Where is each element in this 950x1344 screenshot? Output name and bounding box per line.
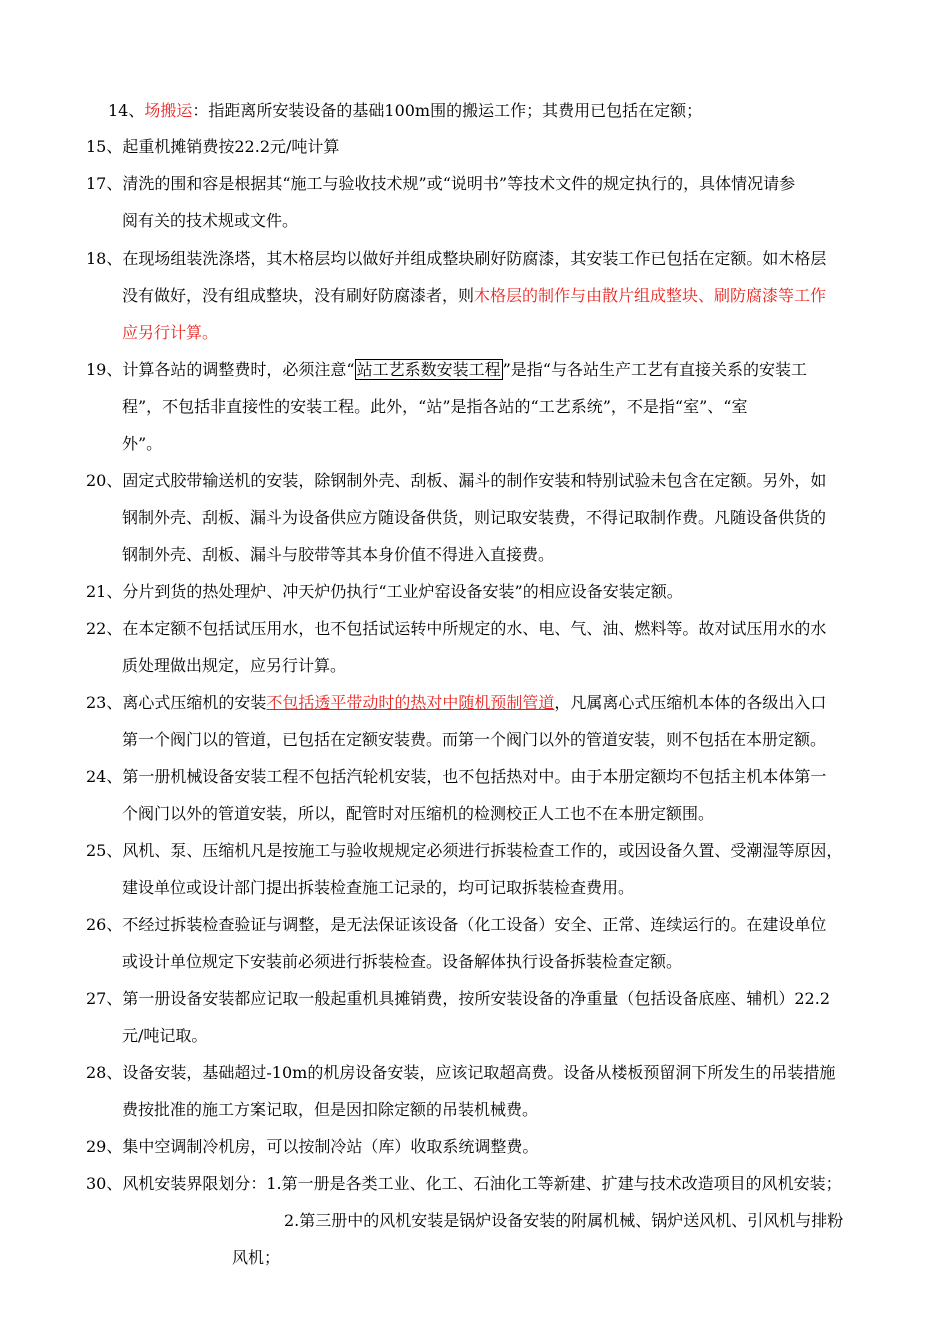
item-26	[86, 906, 826, 944]
item-text: 外”。	[122, 434, 163, 453]
item-text: ，凡属离心式压缩机本体的各级出入口	[554, 693, 827, 712]
item-text: 程”，不包括非直接性的安装工程。此外，“站”是指各站的“工艺系统”，不是指“室”、“室	[122, 397, 748, 416]
item-text: 个阀门以外的管道安装，所以，配管时对压缩机的检测校正人工也不在本册定额围。	[122, 804, 715, 823]
item-number: 21、	[86, 582, 123, 601]
item-30	[86, 1165, 842, 1203]
item-text: 在本定额不包括试压用水，也不包括试运转中所规定的水、电、气、油、燃料等。故对试压用水的水	[122, 619, 827, 638]
item-26-cont	[122, 943, 682, 981]
item-14	[108, 92, 702, 130]
item-17	[86, 165, 795, 203]
item-23-cont	[122, 721, 826, 759]
item-19-cont	[122, 388, 747, 426]
item-text: 没有做好，没有组成整块，没有刷好防腐漆者，则	[122, 286, 475, 305]
item-22	[86, 610, 826, 648]
item-text: 风机、泵、压缩机凡是按施工与验收规规定必须进行拆装检查工作的，或因设备久置、受潮湿等原因，	[122, 841, 843, 860]
item-22-cont	[122, 647, 346, 685]
item-number: 26、	[86, 915, 123, 934]
item-30-cont2	[232, 1239, 280, 1277]
item-19	[86, 351, 807, 389]
item-text: 在现场组装洗涤塔，其木格层均以做好并组成整块刷好防腐漆，其安装工作已包括在定额。如木格层	[122, 249, 827, 268]
item-15	[86, 128, 339, 166]
item-23	[86, 684, 826, 722]
item-number: 14、	[108, 101, 145, 120]
item-20-cont	[122, 499, 826, 537]
highlight-text: 应另行计算。	[122, 323, 219, 342]
item-number: 19、	[86, 360, 123, 379]
item-number: 28、	[86, 1063, 123, 1082]
item-30-cont	[284, 1202, 843, 1240]
item-text: 建设单位或设计部门提出拆装检查施工记录的，均可记取拆装检查费用。	[122, 878, 635, 897]
item-24-cont	[122, 795, 714, 833]
item-number: 25、	[86, 841, 123, 860]
item-text: 或设计单位规定下安装前必须进行拆装检查。设备解体执行设备拆装检查定额。	[122, 952, 683, 971]
item-28-cont	[122, 1091, 538, 1129]
item-18-cont2	[122, 314, 218, 352]
item-number: 18、	[86, 249, 123, 268]
boxed-term: 站工艺系数安装工程	[356, 360, 501, 379]
item-17-cont	[122, 202, 298, 240]
item-text: 钢制外壳、刮板、漏斗为设备供应方随设备供货，则记取安装费，不得记取制作费。凡随设备供货的	[122, 508, 827, 527]
item-text: 风机安装界限划分：1.第一册是各类工业、化工、石油化工等新建、扩建与技术改造项目的风机安装；	[122, 1174, 842, 1193]
item-text: 第一册设备安装都应记取一般起重机具摊销费，按所安装设备的净重量（包括设备底座、辅机）22.2	[122, 989, 831, 1008]
item-27-cont	[122, 1017, 207, 1055]
item-text: 离心式压缩机的安装	[122, 693, 267, 712]
item-text: 分片到货的热处理炉、冲天炉仍执行“工业炉窑设备安装”的相应设备安装定额。	[122, 582, 683, 601]
item-21	[86, 573, 683, 611]
item-text: ：指距离所安装设备的基础100m围的搬运工作；其费用已包括在定额；	[192, 101, 703, 120]
item-text: 质处理做出规定，应另行计算。	[122, 656, 347, 675]
underlined-highlight: 不包括透平带动时的热对中随机预制管道	[266, 693, 555, 712]
item-24	[86, 758, 826, 796]
item-text: 集中空调制冷机房，可以按制冷站（库）收取系统调整费。	[122, 1137, 539, 1156]
item-number: 27、	[86, 989, 123, 1008]
item-text: 风机；	[232, 1248, 281, 1267]
item-text: 2.第三册中的风机安装是锅炉设备安装的附属机械、锅炉送风机、引风机与排粉	[284, 1211, 844, 1230]
item-text: 第一个阀门以的管道，已包括在定额安装费。而第一个阀门以外的管道安装，则不包括在本册定额。	[122, 730, 827, 749]
item-text: 计算各站的调整费时，必须注意“	[122, 360, 355, 379]
item-text: 钢制外壳、刮板、漏斗与胶带等其本身价值不得进入直接费。	[122, 545, 555, 564]
item-text: 阅有关的技术规或文件。	[122, 211, 299, 230]
highlight-text: 木格层的制作与由散片组成整块、刷防腐漆等工作	[474, 286, 827, 305]
item-text: 设备安装，基础超过-10m的机房设备安装，应该记取超高费。设备从楼板预留洞下所发生的吊装措施	[122, 1063, 836, 1082]
item-number: 29、	[86, 1137, 123, 1156]
item-text: 固定式胶带输送机的安装，除钢制外壳、刮板、漏斗的制作安装和特别试验未包含在定额。另外，如	[122, 471, 827, 490]
item-28	[86, 1054, 835, 1092]
item-number: 23、	[86, 693, 123, 712]
item-20	[86, 462, 826, 500]
item-25-cont	[122, 869, 634, 907]
item-text: 清洗的围和容是根据其“施工与验收技术规”或“说明书”等技术文件的规定执行的，具体情况请参	[122, 174, 796, 193]
item-number: 17、	[86, 174, 123, 193]
item-number: 20、	[86, 471, 123, 490]
item-text: 不经过拆装检查验证与调整，是无法保证该设备（化工设备）安全、正常、连续运行的。在建设单位	[122, 915, 827, 934]
item-27	[86, 980, 830, 1018]
item-text: 起重机摊销费按22.2元/吨计算	[122, 137, 340, 156]
item-text: ”是指“与各站生产工艺有直接关系的安装工	[502, 360, 807, 379]
item-text: 第一册机械设备安装工程不包括汽轮机安装，也不包括热对中。由于本册定额均不包括主机本体第一	[122, 767, 827, 786]
item-text: 费按批准的施工方案记取，但是因扣除定额的吊装机械费。	[122, 1100, 539, 1119]
item-number: 24、	[86, 767, 123, 786]
item-number: 15、	[86, 137, 123, 156]
item-18	[86, 240, 826, 278]
item-29	[86, 1128, 538, 1166]
item-18-cont	[122, 277, 826, 315]
item-text: 元/吨记取。	[122, 1026, 208, 1045]
item-19-cont2	[122, 425, 162, 463]
item-number: 22、	[86, 619, 123, 638]
highlight-term: 场搬运	[144, 101, 193, 120]
item-number: 30、	[86, 1174, 123, 1193]
item-20-cont2	[122, 536, 554, 574]
item-25	[86, 832, 842, 870]
